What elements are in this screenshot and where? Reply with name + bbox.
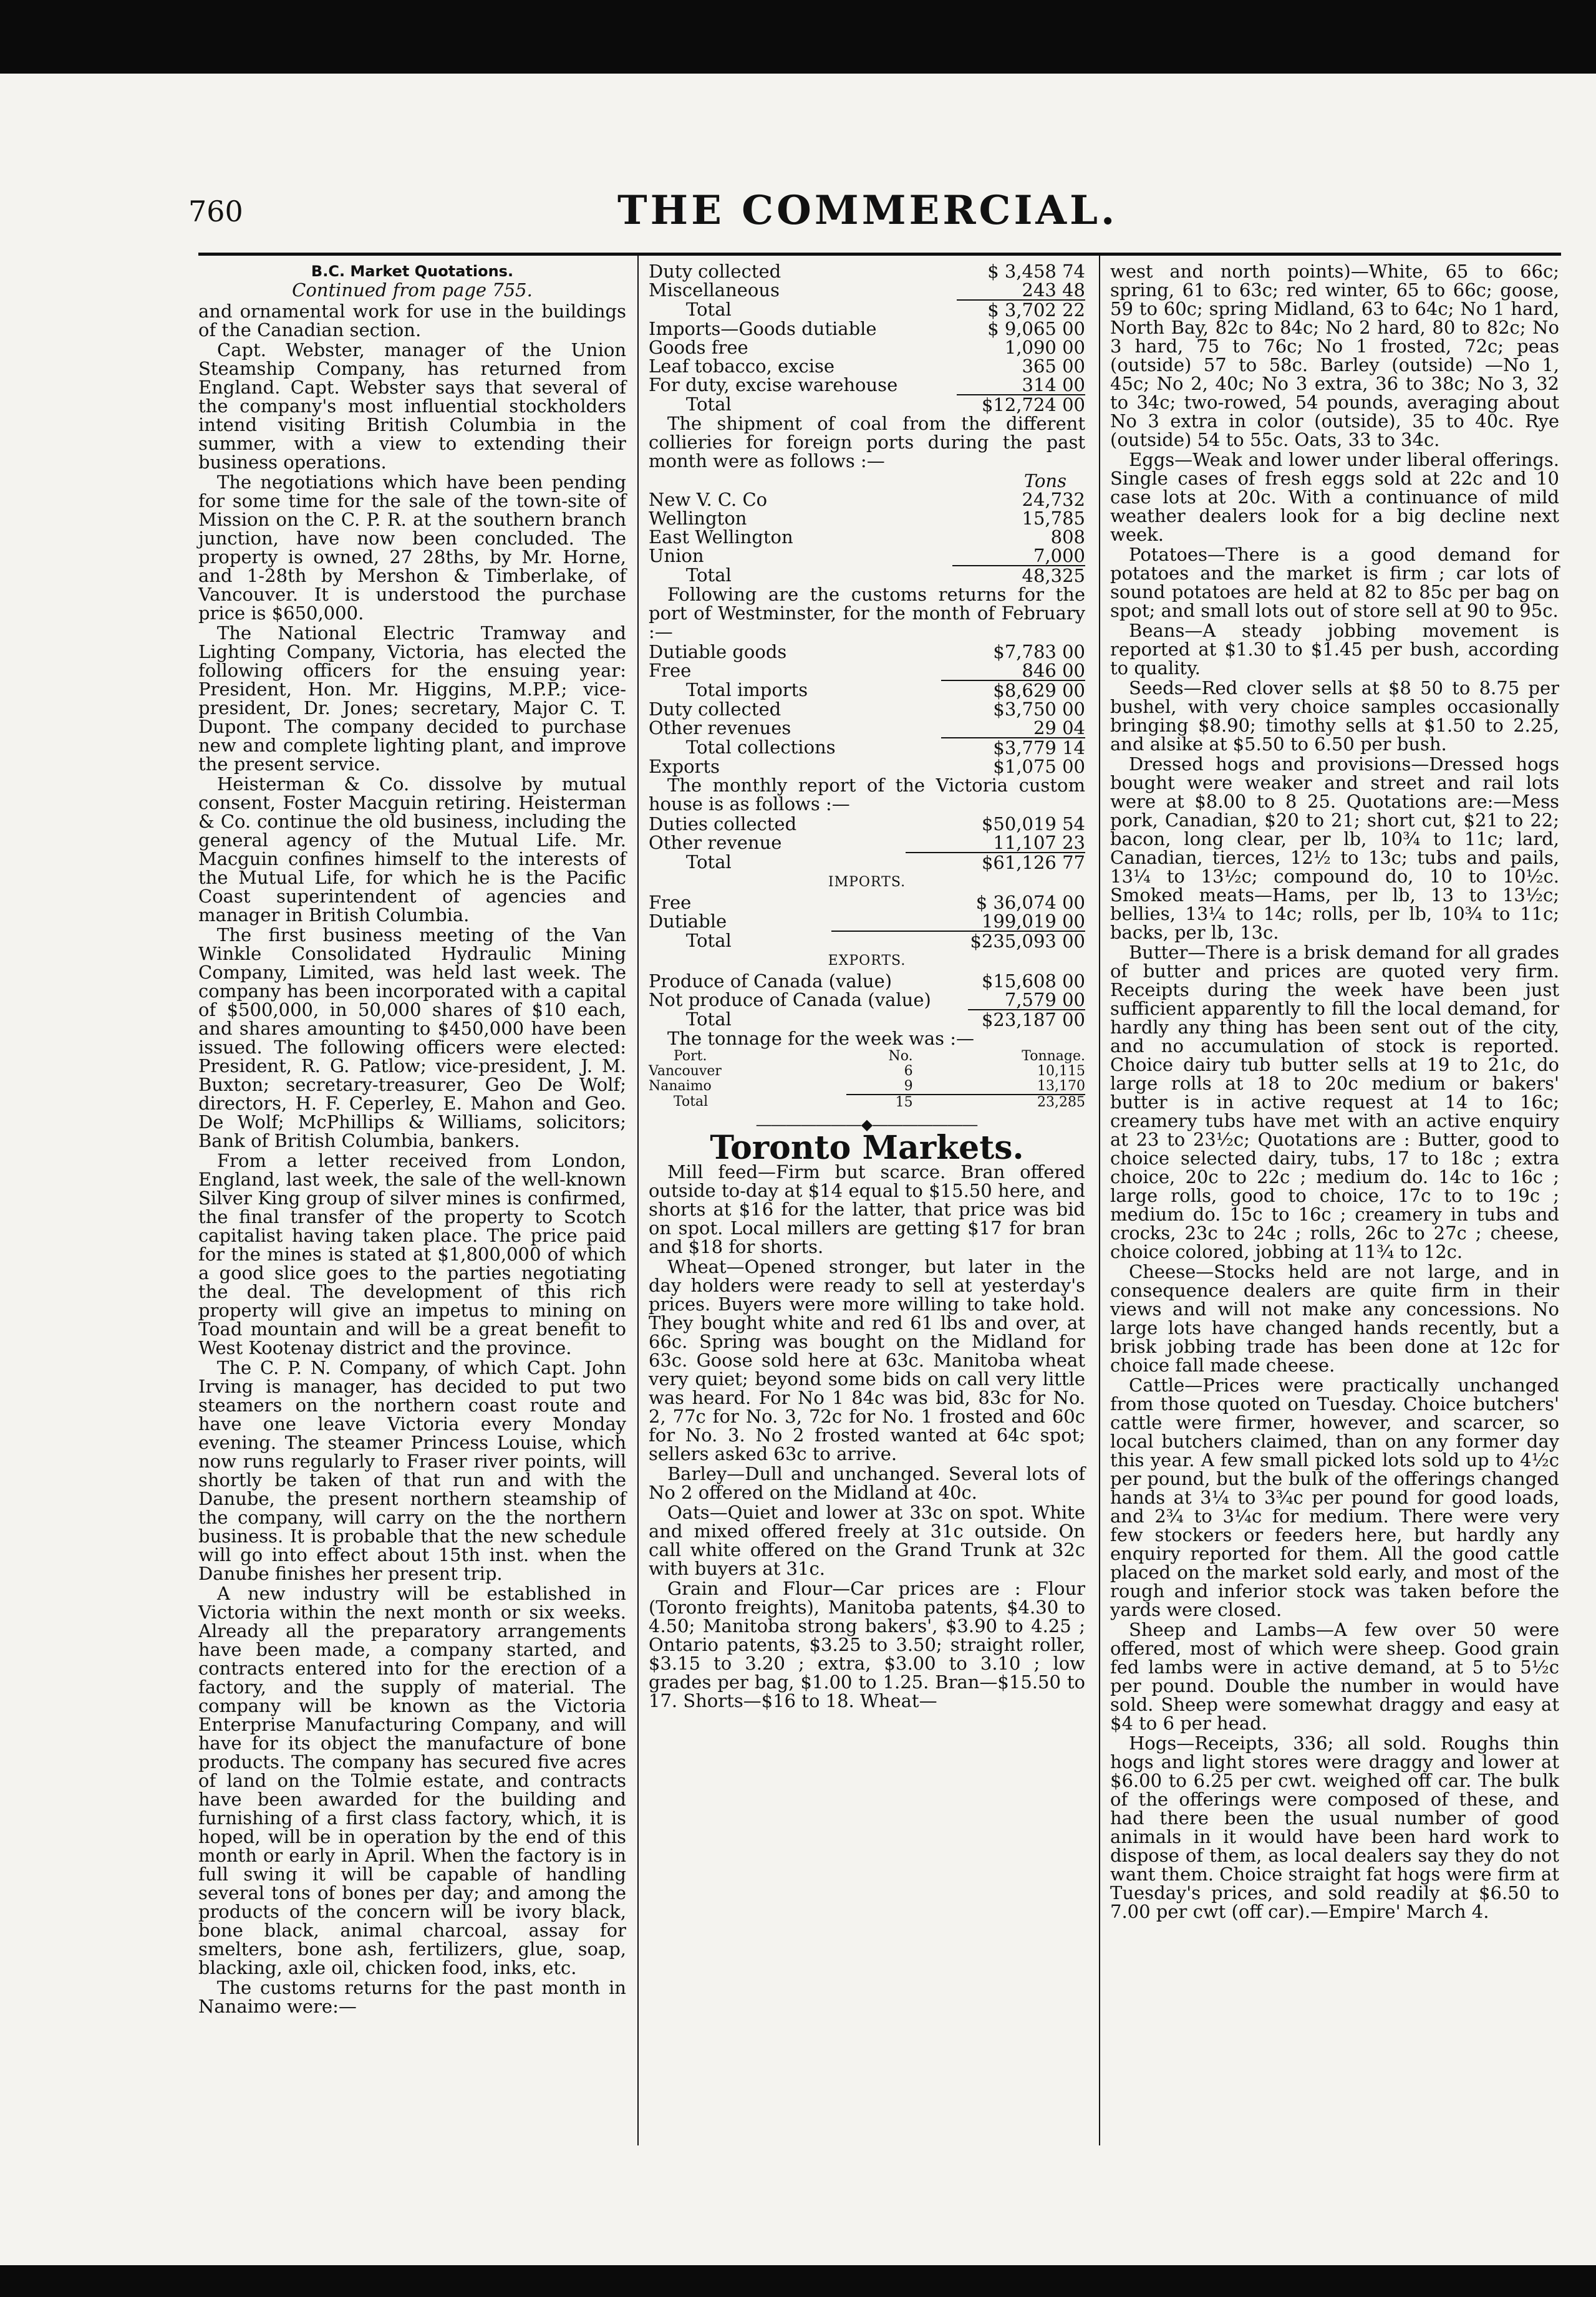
row-value: $1,075 00 (993, 756, 1085, 777)
row-value: 48,325 (952, 566, 1085, 585)
row-value: 1,090 00 (1004, 337, 1085, 358)
row-label: Produce of Canada (value) (649, 970, 892, 992)
table-row (649, 893, 1085, 912)
victoria-returns-table (649, 815, 1085, 872)
westminster-returns-table (649, 642, 1085, 776)
row-label: Goods free (649, 337, 748, 358)
table-row (649, 990, 1085, 1010)
row-label: For duty, excise warehouse (649, 374, 898, 395)
row-label: Total imports (686, 679, 808, 700)
row-label: Dutiable goods (649, 641, 787, 662)
row-value: 365 00 (1022, 355, 1085, 377)
exports-table (649, 972, 1085, 1029)
paragraph: From a letter received from London, England, last week, the sale of the well-known Silver King group of silver mines is confirmed, the final transfer of the property to Scotch capitalist having taken place. The price paid for the mines is stated at $1,800,000 of which a good slice goes to the parties negotiating the deal. The development of this rich property will give an impetus to mining on Toad mountain and will be a great benefit to West Kootenay district and the province. (198, 1150, 626, 1358)
row-label: Exports (649, 756, 720, 777)
column-left (198, 262, 626, 2017)
row-value: $7,783 00 (993, 641, 1085, 662)
row-value: $61,126 77 (906, 853, 1085, 872)
row-value: 7,000 (1033, 545, 1085, 566)
table-row (649, 300, 1085, 319)
paragraph: Butter—There is a brisk demand for all grades of butter and prices are quoted very firm. Receipts during the week have been just sufficient apparently to fill the local demand, for hardly any thing has been sent out of the city, and no accumulation of stock is reported. Choice dairy tub butter sells at 19 to 21c, do large rolls at 18 to 20c medium or bakers' butter is in active request at 14 to 16c; creamery tubs have met with an active enquiry at 23 to 23½c; Quotations are : Butter, good to choice selected dairy, tubs, 17 to 18c ; extra choice, 20c to 22c ; medium do. 14c to 16c ; large rolls, good to choice, 17c to to 19c ; medium do. 15c to 16c ; creamery in tubs and crocks, 23c to 24c ; rolls, 26c to 27c ; cheese, choice colored, jobbing at 11¾ to 12c. (1110, 942, 1559, 1262)
row-label: Total (674, 1094, 709, 1110)
table-row (649, 490, 1085, 509)
row-label: Dutiable (649, 911, 727, 932)
row-value: 243 48 (1022, 279, 1085, 301)
row-label: Free (649, 892, 692, 913)
paragraph: Beans—A steady jobbing movement is reported at $1.30 to $1.45 per bush, according to quality. (1110, 620, 1559, 679)
table-row (649, 566, 1085, 585)
row-value: $235,093 00 (831, 931, 1085, 950)
column-header: No. (888, 1048, 913, 1064)
paragraph: Grain and Flour—Car prices are : Flour (Toronto freights), Manitoba patents, $4.30 to 4.50; Manitoba strong bakers', $3.90 to 4.25 ; Ontario patents, $3.25 to 3.50; straight roller, $3.15 to 3.20 ; extra, $3.00 to 3.10 ; low grades per bag, $1.00 to 1.25. Bran—$15.50 to 17. Shorts—$16 to 18. Wheat— (649, 1578, 1085, 1711)
paragraph: The customs returns for the past month in Nanaimo were:— (198, 1977, 626, 2017)
paragraph: Hogs—Receipts, 336; all sold. Roughs thin hogs and light stores were draggy and lower at $6.00 to 6.25 per cwt. weighed off car. The bulk of the offerings were composed of these, and had there been the usual number of good animals in it would have been hard work to dispose of them, as local dealers say they do not want them. Choice straight fat hogs were firm at Tuesday's prices, and sold readily at $6.50 to 7.00 per cwt (off car).—Empire' March 4. (1110, 1733, 1559, 1922)
coal-shipment-table (649, 490, 1085, 585)
row-label: Total (686, 1008, 732, 1030)
row-label: East Wellington (649, 526, 793, 548)
row-label: Total (686, 851, 732, 873)
paragraph: Potatoes—There is a good demand for potatoes and the market is firm ; car lots of sound potatoes are held at 82 to 85c per bag on spot; and small lots out of store sell at 90 to 95c. (1110, 544, 1559, 621)
paragraph: The monthly report of the Victoria custom house is as follows :— (649, 775, 1085, 815)
table-row (649, 528, 1085, 546)
column-header: Tonnage. (1022, 1048, 1085, 1064)
row-value: $ 36,074 00 (975, 892, 1085, 913)
row-label: Total collections (686, 737, 836, 758)
nanaimo-returns-table (649, 262, 1085, 414)
paragraph: Wheat—Opened stronger, but later in the day holders were ready to sell at yesterday's prices. Buyers were more willing to take hold. They bought white and red 61 lbs and over, at 66c. Spring was bought on the Midland for 63c. Goose sold here at 63c. Manitoba wheat very quiet; beyond some bids on call very little was heard. For No 1 84c was bid, 83c for No. 2, 77c for No. 3, 72c for No. 1 frosted and 60c for No. 3. No 2 frosted wanted at 64c spot; sellers asked 63c to arrive. (649, 1256, 1085, 1464)
row-value: 7,579 00 (1004, 989, 1085, 1010)
row-label: Wellington (649, 508, 747, 529)
masthead: THE COMMERCIAL. (617, 187, 1118, 234)
row-label: Union (649, 545, 704, 566)
table-row (649, 661, 1085, 680)
table-row (649, 853, 1085, 872)
paragraph: Cattle—Prices were practically unchanged from those quoted on Tuesday. Choice butchers' cattle were firmer, however, and scarcer, so local butchers claimed, than on any former day this year. A few small picked lots sold up to 4½c per pound, but the bulk of the offerings changed hands at 3¼ to 3¾c per pound for good loads, and 2¾ to 3¼c for medium. There were very few stockers or feeders here, but hardly any enquiry reported for them. All the good cattle placed on the market sold early, and most of the rough and inferior stock was taken before the yards were closed. (1110, 1375, 1559, 1620)
row-value: 6 (904, 1063, 913, 1079)
table-row (649, 262, 1085, 281)
row-value: 24,732 (1022, 489, 1085, 510)
continued-note: Continued from page 755. (292, 279, 533, 301)
paragraph: A new industry will be established in Victoria within the next month or six weeks. Already all the preparatory arrangements have been made, a company started, and contracts entered into for the erection of a factory, and the supply of material. The company will be known as the Victoria Enterprise Manufacturing Company, and will have for its object the manufacture of bone products. The company has secured five acres of land on the Tolmie estate, and contracts have been awarded for the building and furnishing of a first class factory, which, it is hoped, will be in operation by the end of this month or early in April. When the factory is in full swing it will be capable of handling several tons of bones per day; and among the products of the concern will be ivory black, bone black, animal charcoal, assay for smelters, bone ash, fertilizers, glue, soap, blacking, axle oil, chicken food, inks, etc. (198, 1583, 626, 1978)
table-row (649, 815, 1085, 833)
paragraph: The shipment of coal from the different collieries for foreign ports during the past month were as follows :— (649, 413, 1085, 471)
paragraph: Eggs—Weak and lower under liberal offerings. Single cases of fresh eggs sold at 22c and 10 case lots at 20c. With a continuance of mild weather dealers look for a big decline next week. (1110, 449, 1559, 545)
row-value: 29 04 (1033, 717, 1085, 738)
table-row (649, 338, 1085, 357)
table-row (649, 395, 1085, 414)
paragraph: Capt. Webster, manager of the Union Steamship Company, has returned from England. Capt. Webster says that several of the company's most influential stockholders intend visiting British Columbia in the summer, with a view to extending their business operations. (198, 339, 626, 473)
column-header: Port. (674, 1048, 707, 1064)
paragraph: Following are the customs returns for the port of Westminster, for the month of February :— (649, 584, 1085, 642)
row-value: 11,107 23 (993, 832, 1085, 853)
paragraph: west and north points)—White, 65 to 66c; spring, 61 to 63c; red winter, 65 to 66c; goose, 59 to 60c; spring Midland, 63 to 64c; No 1 hard, North Bay, 82c to 84c; No 2 hard, 80 to 82c; No 3 hard, 75 to 76c; No 1 frosted, 72c; peas (outside) 57 to 58c. Barley (outside) —No 1, 45c; No 2, 40c; No 3 extra, 36 to 38c; No 3, 32 to 34c; two-rowed, 54 pounds, averaging about No 3 extra in color (outside), 35 to 40c. Rye (outside) 54 to 55c. Oats, 33 to 34c. (1110, 261, 1559, 450)
table-row (649, 357, 1085, 375)
row-label: New V. C. Co (649, 489, 768, 510)
paragraph: The negotiations which have been pending for some time for the sale of the town-site of Mission on the C. P. R. at the southern branch junction, have now been concluded. The property is owned, 27 28ths, by Mr. Horne, and 1-28th by Mershon & Timberlake, of Vancouver. It is understood the purchase price is $650,000. (198, 471, 626, 624)
table-row (649, 680, 1085, 700)
row-value: $ 3,458 74 (987, 261, 1085, 282)
row-label: Total (686, 564, 732, 586)
row-label: Leaf tobacco, excise (649, 355, 835, 377)
row-label: Duties collected (649, 813, 797, 834)
table-row (649, 972, 1085, 990)
row-value: $23,187 00 (968, 1010, 1085, 1029)
row-label: Imports—Goods dutiable (649, 318, 877, 339)
table-row (649, 912, 1085, 931)
row-value: $15,608 00 (981, 970, 1085, 992)
table-row (649, 546, 1085, 566)
row-value: $50,019 54 (981, 813, 1085, 834)
paragraph: Sheep and Lambs—A few over 50 were offered, most of which were sheep. Good grain fed lambs were in active demand, at 5 to 5½c per pound. Double the number in would have sold. Sheep were somewhat draggy and easy at $4 to 6 per head. (1110, 1619, 1559, 1734)
unit-label: Tons (1023, 470, 1066, 491)
paragraph: The National Electric Tramway and Lighting Company, Victoria, has elected the following officers for the ensuing year: President, Hon. Mr. Higgins, M.P.P.; vice-president, Dr. Jones; secretary, Major C. T. Dupont. The company decided to purchase new and complete lighting plant, and improve the present service. (198, 622, 626, 775)
table-row (649, 738, 1085, 757)
row-value: 10,115 (1037, 1063, 1085, 1079)
paragraph: Heisterman & Co. dissolve by mutual consent, Foster Macguin retiring. Heisterman & Co. continue the old business, including the general agency of the Mutual Life. Mr. Macguin confines himself to the interests of the Mutual Life, for which he is the Pacific Coast superintendent of agencies and manager in British Columbia. (198, 773, 626, 926)
row-label: Total (686, 930, 732, 951)
column-divider (637, 256, 639, 2145)
paragraph: The tonnage for the week was :— (667, 1028, 975, 1049)
row-label: Miscellaneous (649, 279, 780, 301)
table-row (649, 319, 1085, 338)
row-value: $12,724 00 (957, 395, 1085, 414)
row-label: Not produce of Canada (value) (649, 989, 931, 1010)
paragraph: Oats—Quiet and lower at 33c on spot. White and mixed offered freely at 31c outside. On call white offered on the Grand Trunk at 32c with buyers at 31c. (649, 1502, 1085, 1579)
table-row (649, 281, 1085, 300)
column-middle (649, 262, 1085, 1711)
table-row (649, 718, 1085, 738)
paragraph: and ornamental work for use in the buildings of the Canadian section. (198, 301, 626, 341)
row-label: Total (686, 299, 732, 320)
table-row (649, 1095, 1085, 1110)
bottom-scan-border (0, 2265, 1596, 2297)
table-row (649, 375, 1085, 395)
column-divider (1099, 256, 1100, 2145)
imports-heading: IMPORTS. (828, 874, 906, 890)
column-right (1110, 262, 1559, 1922)
row-value: $3,750 00 (993, 699, 1085, 720)
row-value: 9 (904, 1078, 913, 1094)
exports-heading: EXPORTS. (828, 953, 906, 969)
row-value: $8,629 00 (941, 680, 1085, 700)
row-label: Other revenue (649, 832, 782, 853)
row-value: 846 00 (1022, 660, 1085, 681)
paragraph: Barley—Dull and unchanged. Several lots of No 2 offered on the Midland at 40c. (649, 1463, 1085, 1503)
paragraph: Cheese—Stocks held are not large, and in consequence dealers are quite firm in their views and will not make any concessions. No large lots have changed hands recently, but a brisk jobbing trade has been done at 12c for choice fall made cheese. (1110, 1261, 1559, 1376)
row-value: 15 (846, 1095, 912, 1110)
row-value: 15,785 (1022, 508, 1085, 529)
table-row (649, 833, 1085, 853)
row-value: $ 3,702 22 (957, 300, 1085, 319)
row-value: 13,170 (1037, 1078, 1085, 1094)
row-value: $3,779 14 (941, 738, 1085, 757)
section-title: Toronto Markets. (710, 1129, 1024, 1167)
row-value: 199,019 00 (981, 911, 1085, 932)
table-row (649, 509, 1085, 528)
paragraph: The C. P. N. Company, of which Capt. John Irving is manager, has decided to put two steamers on the northern coast route and have one leave Victoria every Monday evening. The steamer Princess Louise, which now runs regularly to Fraser river points, will shortly be taken of that run and with the Danube, the present northern steamship of the company, will carry on the the northern business. It is probable that the new schedule will go into effect about 15th inst. when the Danube finishes her present trip. (198, 1357, 626, 1584)
table-row (649, 757, 1085, 776)
tonnage-table (649, 1049, 1085, 1110)
section-title: B.C. Market Quotations. (311, 263, 514, 280)
page-number: 760 (188, 195, 243, 228)
section-ornament: ―――――――◆――――――― (756, 1116, 978, 1133)
row-label: Other revenues (649, 717, 791, 738)
row-label: Vancouver (649, 1063, 722, 1079)
imports-table (649, 893, 1085, 950)
row-label: Total (686, 394, 732, 415)
paragraph: The first business meeting of the Van Winkle Consolidated Hydraulic Mining Company, Limited, was held last week. The company has been incorporated with a capital of $500,000, in 50,000 shares of $10 each, and shares amounting to $450,000 have been issued. The following officers were elected: President, R. G. Patlow; vice-president, J. M. Buxton; secretary-treasurer, Geo De Wolf; directors, H. F. Ceperley, E. Mahon and Geo. De Wolf; McPhillips & Williams, solicitors; Bank of British Columbia, bankers. (198, 924, 626, 1151)
table-header (649, 1049, 1085, 1064)
row-value: 314 00 (1022, 374, 1085, 395)
row-value: 23,285 (913, 1095, 1085, 1110)
row-value: 808 (1050, 526, 1085, 548)
table-row (649, 1079, 1085, 1095)
table-row (649, 931, 1085, 950)
table-row (649, 642, 1085, 661)
table-row (649, 1010, 1085, 1029)
table-row (649, 1064, 1085, 1079)
row-label: Free (649, 660, 692, 681)
paragraph: Dressed hogs and provisions—Dressed hogs bought were weaker and street and rail lots were at $8.00 to 8 25. Quotations are:—Mess pork, Canadian, $20 to 21; short cut, $21 to 22; bacon, long clear, per lb, 10¾ to 11c; lard, Canadian, tierces, 12½ to 13c; tubs and pails, 13¼ to 13½c; compound do, 10 to 10½c. Smoked meats—Hams, per lb, 13 to 13½c; bellies, 13¼ to 14c; rolls, per lb, 10¾ to 11c; backs, per lb, 13c. (1110, 753, 1559, 943)
row-label: Duty collected (649, 261, 781, 282)
paragraph: Seeds—Red clover sells at $8 50 to 8.75 per bushel, with very choice samples occasionally bringing $8.90; timothy sells at $1.50 to 2.25, and alsike at $5.50 to 6.50 per bush. (1110, 677, 1559, 755)
header-rule (198, 253, 1561, 256)
paragraph: Mill feed—Firm but scarce. Bran offered outside to-day at $14 equal to $15.50 here, and shorts at $16 for the latter, that price was bid on spot. Local millers are getting $17 for bran and $18 for shorts. (649, 1161, 1085, 1257)
row-label: Nanaimo (649, 1078, 712, 1094)
row-value: $ 9,065 00 (987, 318, 1085, 339)
row-label: Duty collected (649, 699, 781, 720)
table-row (649, 700, 1085, 718)
top-scan-border (0, 0, 1596, 74)
